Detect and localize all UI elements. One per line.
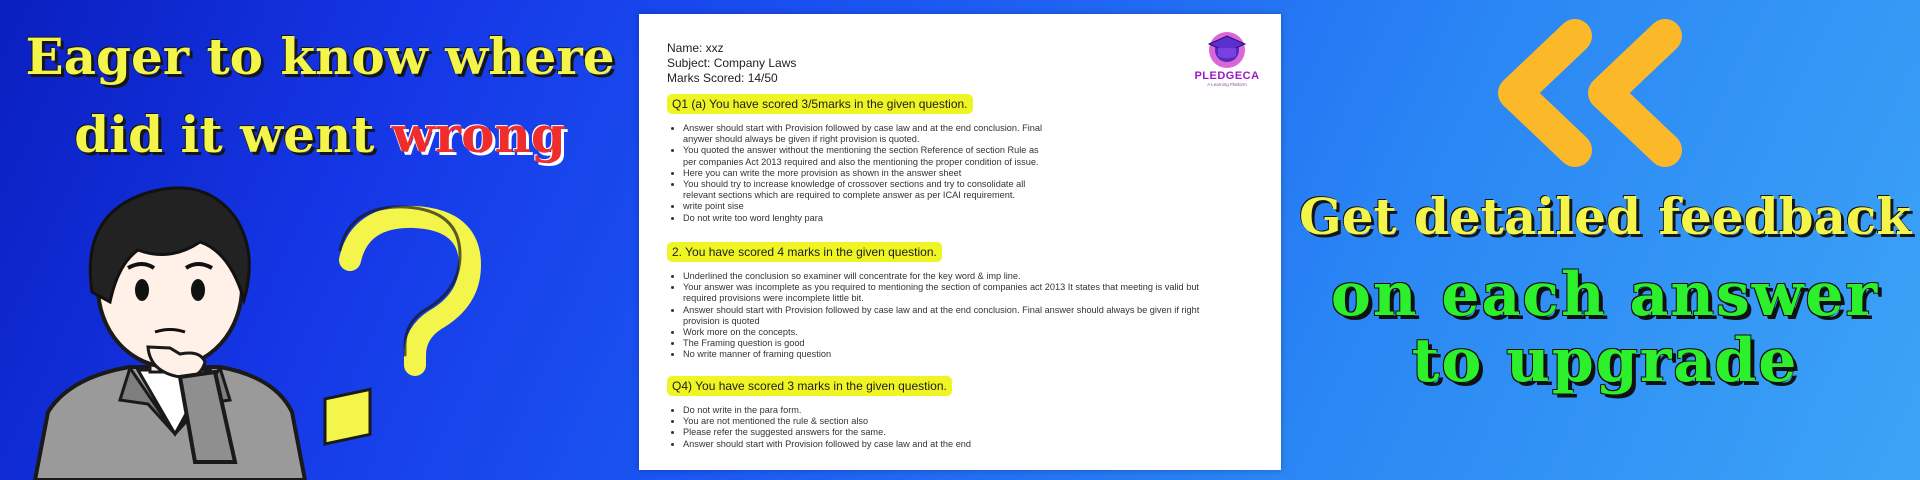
list-item: • Answer should start with Provision followed by case law and at the end conclusion. Final anywer should always be given if right provision is quoted. (683, 123, 1043, 145)
headline-emphasis-wrong: wrong (391, 105, 566, 164)
list-item: • You quoted the answer without the mentioning the section Reference of section Rule as per companies Act 2013 required and also the mentioning the proper condition of issue. (683, 145, 1043, 167)
pledgeca-logo (1187, 26, 1267, 104)
feedback-list (667, 271, 1223, 361)
student-name: Name: xxz (667, 41, 724, 55)
list-item: • You should try to increase knowledge of crossover sections and try to consolidate all relevant sections which are required to complete answer as per ICAI requirement. (683, 179, 1043, 201)
list-item: • Do not write in the para form. (683, 405, 1223, 416)
list-item: • Work more on the concepts. (683, 327, 1223, 338)
headline-line-2-prefix: did it went (74, 105, 392, 164)
graduation-cap-icon (1204, 26, 1250, 72)
document-meta (667, 41, 796, 86)
list-item: • Underlined the conclusion so examiner will concentrate for the key word & imp line. (683, 271, 1223, 282)
list-item: • Answer should start with Provision followed by case law and at the end conclusion. Final answer should always be given if right provision is quoted (683, 305, 1223, 327)
marks-scored: Marks Scored: 14/50 (667, 71, 778, 85)
list-item: • write point sise (683, 201, 1043, 212)
feedback-section-q4 (667, 376, 1223, 450)
feedback-section-q2 (667, 242, 1223, 361)
section-heading: Q4) You have scored 3 marks in the given question. (667, 376, 952, 396)
section-heading: 2. You have scored 4 marks in the given question. (667, 242, 942, 262)
thinking-person-illustration (30, 172, 320, 480)
logo-text: PLEDGECA (1194, 70, 1260, 82)
feedback-document (639, 14, 1281, 470)
question-mark-icon (320, 205, 520, 455)
list-item: • Your answer was incomplete as you required to mentioning the section of companies act 2013 It states that meeting is valid but required provisions were incomplete little bit. (683, 282, 1223, 304)
list-item: • Do not write too word lenghty para (683, 213, 1043, 224)
list-item: • The Framing question is good (683, 338, 1223, 349)
list-item: • You are not mentioned the rule & section also (683, 416, 1223, 427)
double-chevron-left-icon (1480, 18, 1700, 168)
cta-line-2: on each answer (1330, 260, 1880, 330)
cta-line-3: to upgrade (1411, 326, 1799, 396)
logo-tagline: A Learning Platform (1207, 82, 1247, 87)
feedback-list (667, 405, 1223, 450)
list-item: • No write manner of framing question (683, 349, 1223, 360)
list-item: • Please refer the suggested answers for the same. (683, 427, 1223, 438)
list-item: • Here you can write the more provision as shown in the answer sheet (683, 168, 1043, 179)
cta-green-text (1290, 262, 1920, 394)
headline (10, 18, 630, 174)
cta-line-1: Get detailed feedback (1299, 187, 1911, 246)
feedback-list (667, 123, 1043, 224)
headline-line-2 (10, 96, 630, 174)
feedback-section-q1 (667, 94, 1043, 224)
section-heading: Q1 (a) You have scored 3/5marks in the given question. (667, 94, 973, 114)
subject: Subject: Company Laws (667, 56, 797, 70)
headline-line-1: Eager to know where (25, 27, 615, 86)
list-item: • Answer should start with Provision followed by case law and at the end (683, 439, 1223, 450)
